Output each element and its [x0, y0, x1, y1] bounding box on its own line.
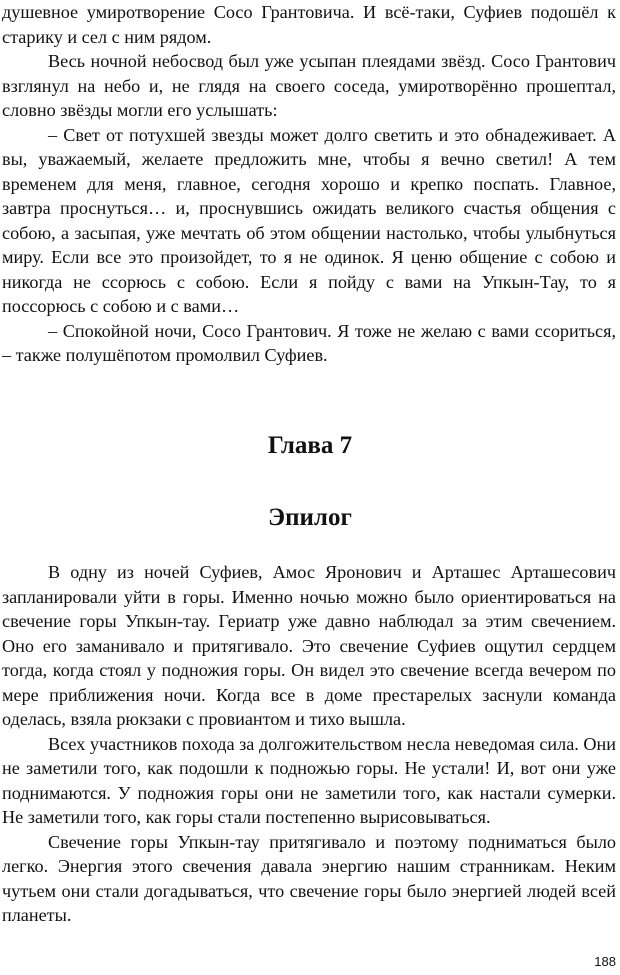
section-title: Эпилог: [268, 504, 352, 531]
paragraph: – Спокойной ночи, Сосо Грантович. Я тоже не желаю с вами ссориться, – также полушёпотом промолвил Суфиев.: [2, 320, 616, 365]
paragraph: душевное умиротворение Сосо Грантовича. И всё-таки, Суфиев подошёл к старику и сел с ним рядом.: [2, 2, 616, 47]
paragraph: В одну из ночей Суфиев, Амос Яронович и Арташес Арташесович запланировали уйти в горы. Именно ночью можно было ориентироваться на свечение горы Упкын-тау. Гериатр уже давно наблюдал за этим свечением. Оно его заманивало и притягивало. Это свечение Суфиев ощутил сердцем тогда, когда стоял у подножия горы. Он видел это свечение всегда вечером по мере приближения ночи. Когда все в доме престарелых заснули команда оделась, взяла рюкзаки с провиантом и тихо вышла.: [2, 562, 616, 729]
paragraph: Весь ночной небосвод был уже усыпан плеядами звёзд. Сосо Грантович взглянул на небо и, не глядя на своего соседа, умиротворённо прошептал, словно звёзды могли его услышать:: [2, 51, 616, 120]
text-block-bottom: [2, 560, 616, 928]
paragraph: Свечение горы Упкын-тау притягивало и поэтому подниматься было легко. Энергия этого свечения давала энергию нашим странникам. Неким чутьем они стали догадываться, что свечение горы было энергией людей всей планеты.: [2, 831, 616, 925]
chapter-title: Глава 7: [267, 432, 353, 459]
paragraph: – Свет от потухшей звезды может долго светить и это обнадеживает. А вы, уважаемый, желаете предложить мне, чтобы я вечно светил! А тем временем для меня, главное, сегодня хорошо и крепко поспать. Главное, завтра проснуться… и, проснувшись ожидать великого счастья общения с собою, а засыпая, уже мечтать об этом общении настолько, чтобы улыбнуться миру. Если все это произойдет, то я не одинок. Я ценю общение с собою и никогда не ссорюсь с собою. Если я пойду с вами на Упкын-Тау, то я поссорюсь с собою и с вами…: [2, 124, 616, 316]
paragraph: Всех участников похода за долгожительством несла неведомая сила. Они не заметили того, как подошли к подножью горы. Не устали! И, вот они уже поднимаются. У подножия горы они не заметили того, как настали сумерки. Не заметили того, как горы стали постепенно вырисовываться.: [2, 733, 616, 827]
page-number: 188: [594, 954, 616, 969]
text-block-top: [2, 0, 616, 368]
